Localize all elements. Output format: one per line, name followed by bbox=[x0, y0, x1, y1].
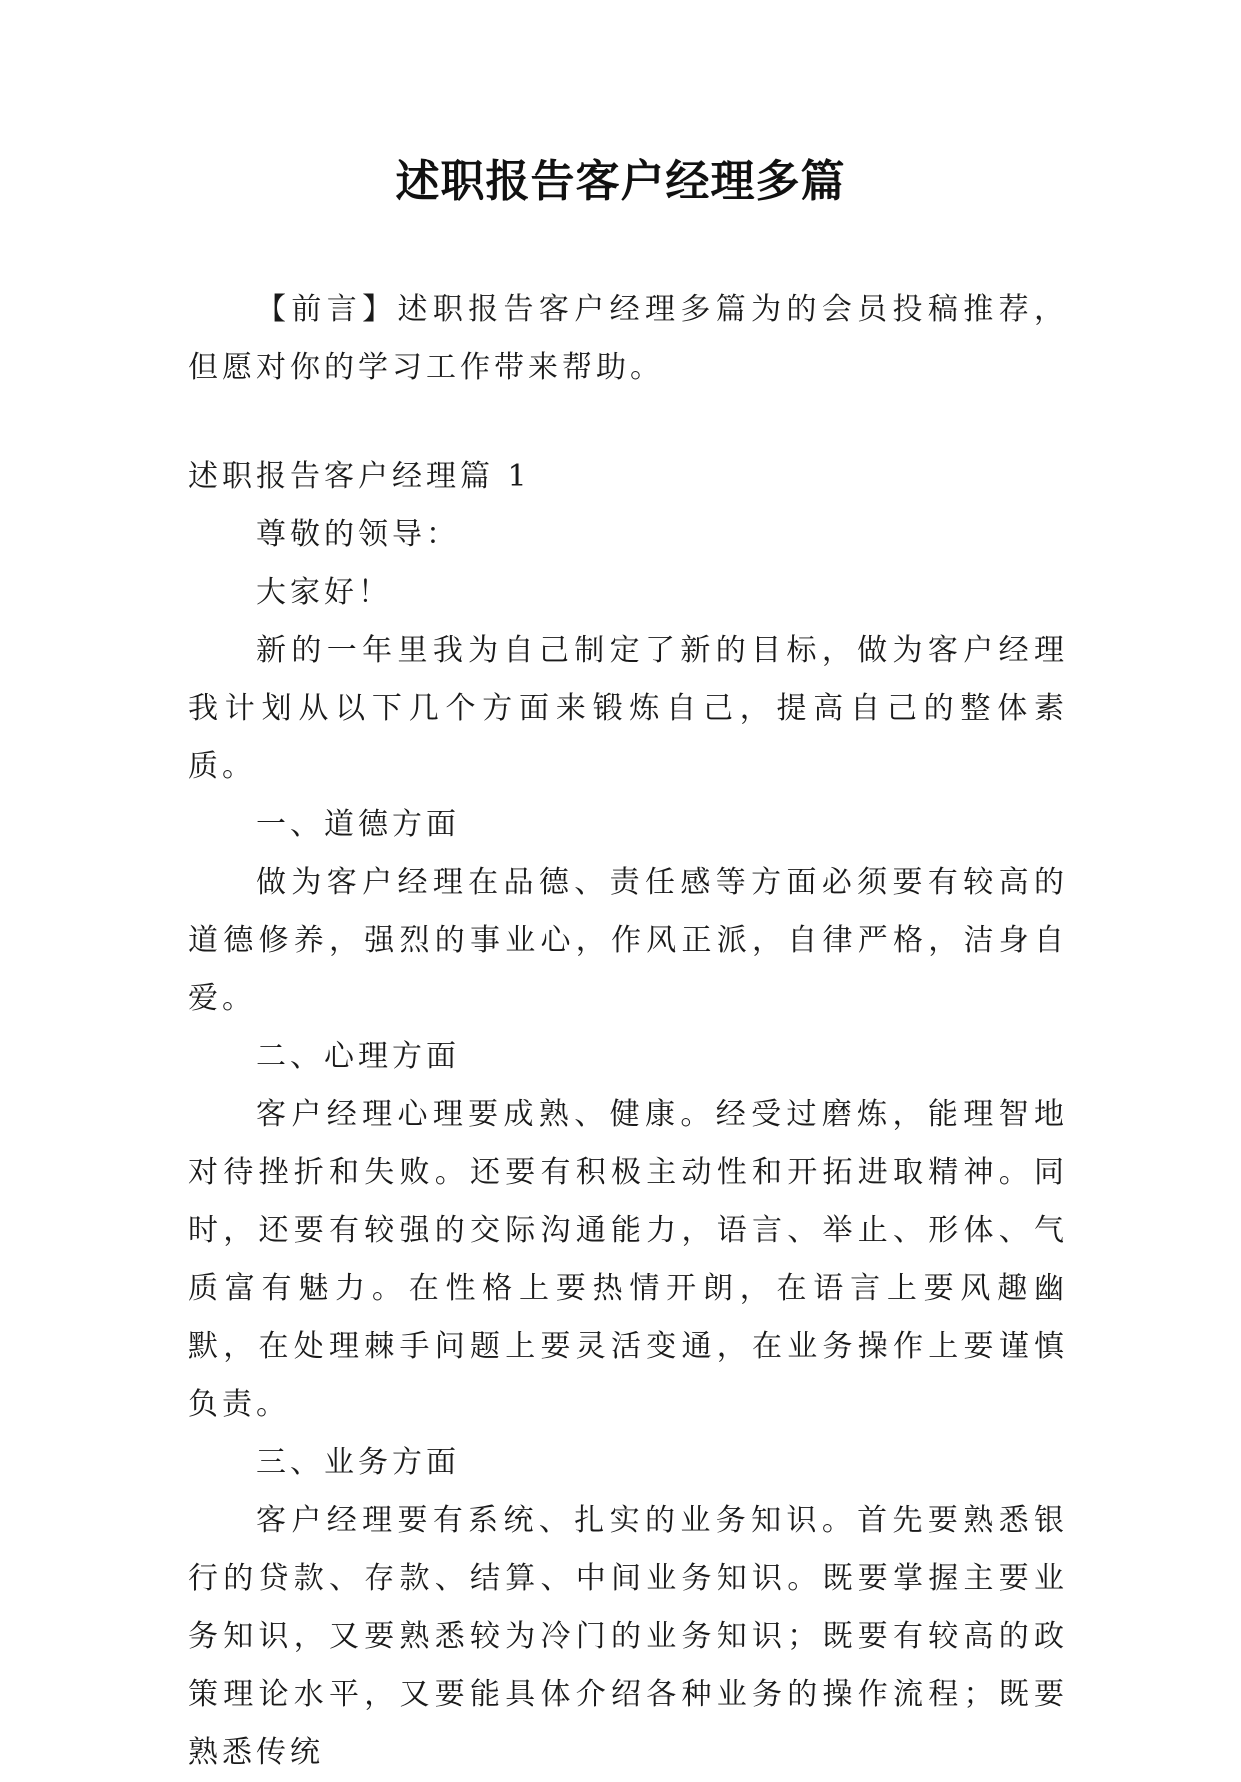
intro-paragraph: 新的一年里我为自己制定了新的目标，做为客户经理我计划从以下几个方面来锻炼自己，提高自己的整体素质。 bbox=[188, 633, 1068, 784]
paragraph-business: 客户经理要有系统、扎实的业务知识。首先要熟悉银行的贷款、存款、结算、中间业务知识。既要掌握主要业务知识，又要熟悉较为冷门的业务知识；既要有较高的政策理论水平，又要能具体介绍各种业务的操作流程；既要熟悉传统 bbox=[188, 1503, 1068, 1770]
paragraph-psychology: 客户经理心理要成熟、健康。经受过磨炼，能理智地对待挫折和失败。还要有积极主动性和开拓进取精神。同时，还要有较强的交际沟通能力，语言、举止、形体、气质富有魅力。在性格上要热情开朗，在语言上要风趣幽默，在处理棘手问题上要灵活变通，在业务操作上要谨慎负责。 bbox=[188, 1097, 1068, 1422]
salutation: 尊敬的领导： bbox=[256, 517, 460, 552]
heading-business: 三、业务方面 bbox=[256, 1445, 460, 1480]
document-body bbox=[188, 281, 1068, 1782]
greeting: 大家好！ bbox=[256, 575, 392, 610]
heading-morality: 一、道德方面 bbox=[256, 807, 460, 842]
document-title: 述职报告客户经理多篇 bbox=[395, 156, 846, 207]
heading-psychology: 二、心理方面 bbox=[256, 1039, 460, 1074]
preface-paragraph: 【前言】述职报告客户经理多篇为的会员投稿推荐，但愿对你的学习工作带来帮助。 bbox=[188, 292, 1068, 385]
section-heading: 述职报告客户经理篇 1 bbox=[188, 459, 531, 494]
paragraph-morality: 做为客户经理在品德、责任感等方面必须要有较高的道德修养，强烈的事业心，作风正派，自律严格，洁身自爱。 bbox=[188, 865, 1068, 1016]
